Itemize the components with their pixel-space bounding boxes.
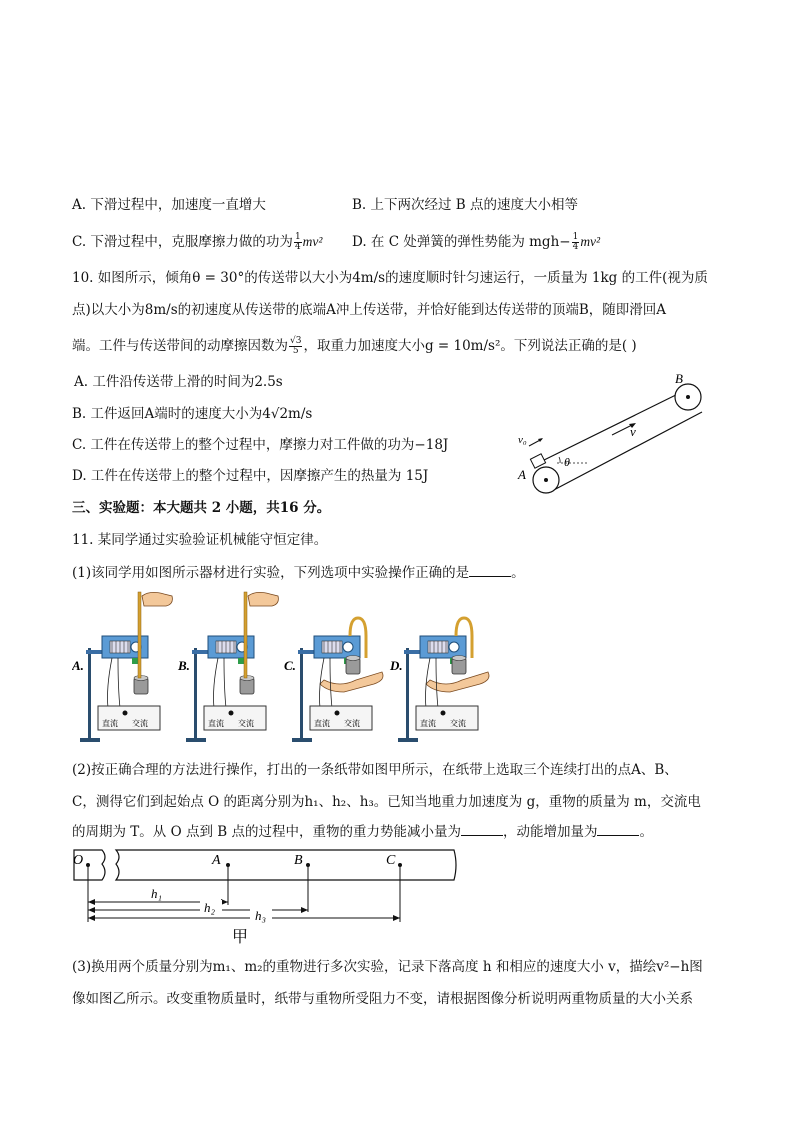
timer-knob <box>343 642 353 652</box>
q11-part-2-line-3-end: 。 <box>639 824 653 840</box>
q11-part-3-line-1: (3)换用两个质量分别为m₁、m₂的重物进行多次实验，记录下落高度 h 和相应的速度大小 v，描绘v²−h图 <box>72 959 703 975</box>
label-h3: h₃ <box>255 908 267 923</box>
power-knob <box>441 711 446 716</box>
q9-option-d-text: D. 在 C 处弹簧的弹性势能为 mgh− <box>352 234 571 250</box>
wire <box>108 658 113 708</box>
q9-option-c-text: C. 下滑过程中，克服摩擦力做的功为 <box>72 234 293 250</box>
q9-option-c-tail: mv² <box>302 234 323 249</box>
q11-part-3-line-2: 像如图乙所示。改变重物质量时，纸带与重物所受阻力不变，请根据图像分析说明两重物质量的大小关系 <box>72 991 693 1007</box>
power-knob <box>335 711 340 716</box>
wire <box>118 658 120 708</box>
label-a: A <box>518 467 526 482</box>
label-v: v <box>630 424 636 439</box>
apparatus-figures <box>72 588 492 748</box>
q10-line-2: 点)以大小为8m/s的初速度从传送带的底端A冲上传送带，并恰好能到达传送带的顶端B，随即滑回A <box>72 302 667 318</box>
q11-part-1-end: 。 <box>511 565 525 581</box>
q10-line-3-pre: 端。工件与传送带间的动摩擦因数为 <box>72 338 288 354</box>
q10-option-b: B. 工件返回A端时的速度大小为4√2m/s <box>72 406 313 422</box>
power-label-dc: 直流 <box>420 719 436 728</box>
answer-blank-2[interactable] <box>461 821 503 836</box>
q10-friction-fraction: $\frac{√3}{5}$ <box>290 336 302 356</box>
power-label-ac: 交流 <box>132 719 148 728</box>
label-theta: θ <box>564 455 570 469</box>
apparatus-option-label: B. <box>178 658 190 673</box>
q11-part-2-line-2: C，测得它们到起始点 O 的距离分别为h₁、h₂、h₃。已知当地重力加速度为 g，重物的质量为 m，交流电 <box>72 794 701 810</box>
tape-label-c: C <box>386 853 396 868</box>
q10-line-1: 10. 如图所示，倾角θ = 30°的传送带以大小为4m/s的速度顺时针匀速运行，一质量为 1kg 的工件(视为质 <box>72 270 708 286</box>
q9-option-c-fraction: $\frac{1}{4}$ <box>294 232 301 252</box>
power-knob <box>123 711 128 716</box>
apparatus-option-label: D. <box>390 658 403 673</box>
q10-option-c: C. 工件在传送带上的整个过程中，摩擦力对工件做的功为−18J <box>72 437 449 453</box>
workpiece-block <box>530 454 545 468</box>
tape-label-b: B <box>294 853 303 868</box>
label-h1: h₁ <box>151 886 163 901</box>
pulley-a-axle <box>544 478 548 482</box>
q10-line-3-post: ，取重力加速度大小g = 10m/s²。下列说法正确的是( ) <box>303 338 637 354</box>
theta-arc <box>559 457 560 463</box>
answer-blank-3[interactable] <box>597 821 639 836</box>
hand-icon <box>142 592 172 606</box>
paper-tape-figure <box>72 846 462 946</box>
q11-part-1-text: (1)该同学用如图所示器材进行实验，下列选项中实验操作正确的是 <box>72 565 470 581</box>
stand-pole <box>88 648 91 740</box>
belt-top-edge <box>538 388 690 463</box>
pulley-b-axle <box>686 395 690 399</box>
stand-base <box>186 738 206 742</box>
apparatus-panel-d <box>389 618 489 742</box>
power-label-ac: 交流 <box>450 719 466 728</box>
stand-pole <box>194 648 197 740</box>
apparatus-panel-c <box>284 618 383 742</box>
hand-icon <box>426 672 489 692</box>
stand-base <box>292 738 312 742</box>
wire <box>214 658 219 708</box>
q11-intro: 11. 某同学通过实验验证机械能守恒定律。 <box>72 532 328 548</box>
power-knob <box>229 711 234 716</box>
tape-label-a: A <box>212 853 221 868</box>
paper-tape <box>244 592 247 678</box>
q10-option-d: D. 工件在传送带上的整个过程中，因摩擦产生的热量为 15J <box>72 468 429 484</box>
stand-pole <box>300 648 303 740</box>
wire <box>224 658 226 708</box>
paper-tape <box>138 592 141 678</box>
q10-option-a: A. 工件沿传送带上滑的时间为2.5s <box>74 374 283 390</box>
tape-main-piece <box>116 850 456 880</box>
label-b: B <box>675 371 683 386</box>
apparatus-option-label: A. <box>72 658 84 673</box>
power-label-ac: 交流 <box>238 719 254 728</box>
figure-caption-jia: 甲 <box>232 929 249 946</box>
q11-part-1 <box>72 562 525 583</box>
q9-option-d-tail: mv² <box>580 234 601 249</box>
conveyor-belt-figure <box>512 368 712 498</box>
hand-icon <box>320 672 383 692</box>
q9-option-a: A. 下滑过程中，加速度一直增大 <box>72 197 266 213</box>
q10-line-3 <box>72 336 637 356</box>
apparatus-option-label: C. <box>284 658 296 673</box>
q9-option-d-fraction: $\frac{1}{4}$ <box>572 232 579 252</box>
power-label-dc: 直流 <box>314 719 330 728</box>
power-label-dc: 直流 <box>102 719 118 728</box>
timer-knob <box>449 642 459 652</box>
label-h2: h₂ <box>204 900 216 915</box>
section-3-heading: 三、实验题：本大题共 2 小题，共16 分。 <box>72 500 331 516</box>
v0-arrow-head <box>538 438 543 442</box>
q11-part-2-line-3-mid: ，动能增加量为 <box>502 824 598 840</box>
stand-base <box>398 738 418 742</box>
apparatus-panel-b <box>177 592 278 742</box>
q11-part-2-line-3 <box>72 821 653 842</box>
q11-part-2-line-3-pre: 的周期为 T。从 O 点到 B 点的过程中，重物的重力势能减小量为 <box>72 824 461 840</box>
power-label-ac: 交流 <box>344 719 360 728</box>
tape-label-o: O <box>73 853 84 868</box>
stand-pole <box>406 648 409 740</box>
apparatus-panel-a <box>72 592 172 742</box>
label-v0: v₀ <box>518 434 527 446</box>
q11-part-2-line-1: (2)按正确合理的方法进行操作，打出的一条纸带如图甲所示，在纸带上选取三个连续打出的点A、B、 <box>72 762 678 778</box>
power-label-dc: 直流 <box>208 719 224 728</box>
q9-option-d <box>352 232 600 252</box>
q9-option-c <box>72 232 322 252</box>
hand-icon <box>248 592 278 606</box>
answer-blank-1[interactable] <box>469 562 511 577</box>
q9-option-b: B. 上下两次经过 B 点的速度大小相等 <box>352 197 579 213</box>
stand-base <box>80 738 100 742</box>
belt-bottom-edge <box>550 412 702 492</box>
